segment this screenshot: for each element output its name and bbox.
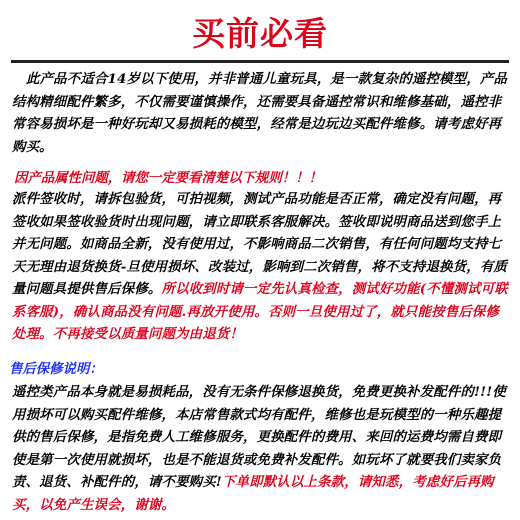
rules-text: 派件签收时，请拆包验货，可拍视频，测试产品功能是否正常，确定没有问题，再签收如果签收验货时出现问题，请立即联系客服解决。签收即说明商品送到您手上并无问题。如商品全新，没有使用过，不影响商品二次销售，有任何问题均支持七天无理由退货换货-旦使用损坏、改装过，影响到二次销售，将不支持退换货，有质量问题具提供售后保修。 (12, 191, 508, 297)
after-sales-warning-text: 下单即默认以上条款，请知悉，考虑好后再购买，以免产生误会，谢谢。 (12, 474, 494, 513)
intro-paragraph: 此产品不适合14岁以下使用，并非普通儿童玩具，是一款复杂的遥控模型，产品结构精细配件繁多，不仅需要谨慎操作，还需要具备遥控常识和维修基础，遥控非常容易损坏是一种好玩却又易损耗的模型，经常是边玩边买配件维修。请考虑好再购买。 (12, 71, 508, 155)
page-title: 买前必看 (192, 14, 328, 53)
rules-paragraph (12, 188, 510, 346)
after-sales-text: 遥控类产品本身就是易损耗品，没有无条件保修退换货，免费更换补发配件的!!!使用损坏可以购买配件维修，本店常售款式均有配件，维修也是玩模型的一种乐趣提供的售后保修，是指免费人工维修服务，更换配件的费用、来回的运费均需自费即使是第一次使用就损坏，也是不能退货或免费补发配件。如玩坏了就要我们卖家负责、退货、补配件的，请不要购买! (12, 384, 506, 490)
rules-heading: 因产品属性问题，请您一定要看清楚以下规则！！！ (14, 170, 322, 186)
header (0, 0, 520, 64)
after-sales-paragraph (12, 381, 510, 516)
after-sales-heading: 售后保修说明： (9, 361, 103, 377)
rules-warning-text: 所以收到时请一定先认真检查，测试好功能(不懂测试可联系客服)，确认商品没有问题.再放开使用。否则一旦使用过了，就只能按售后保修处理。不再接受以质量问题为由退货！ (12, 281, 508, 342)
